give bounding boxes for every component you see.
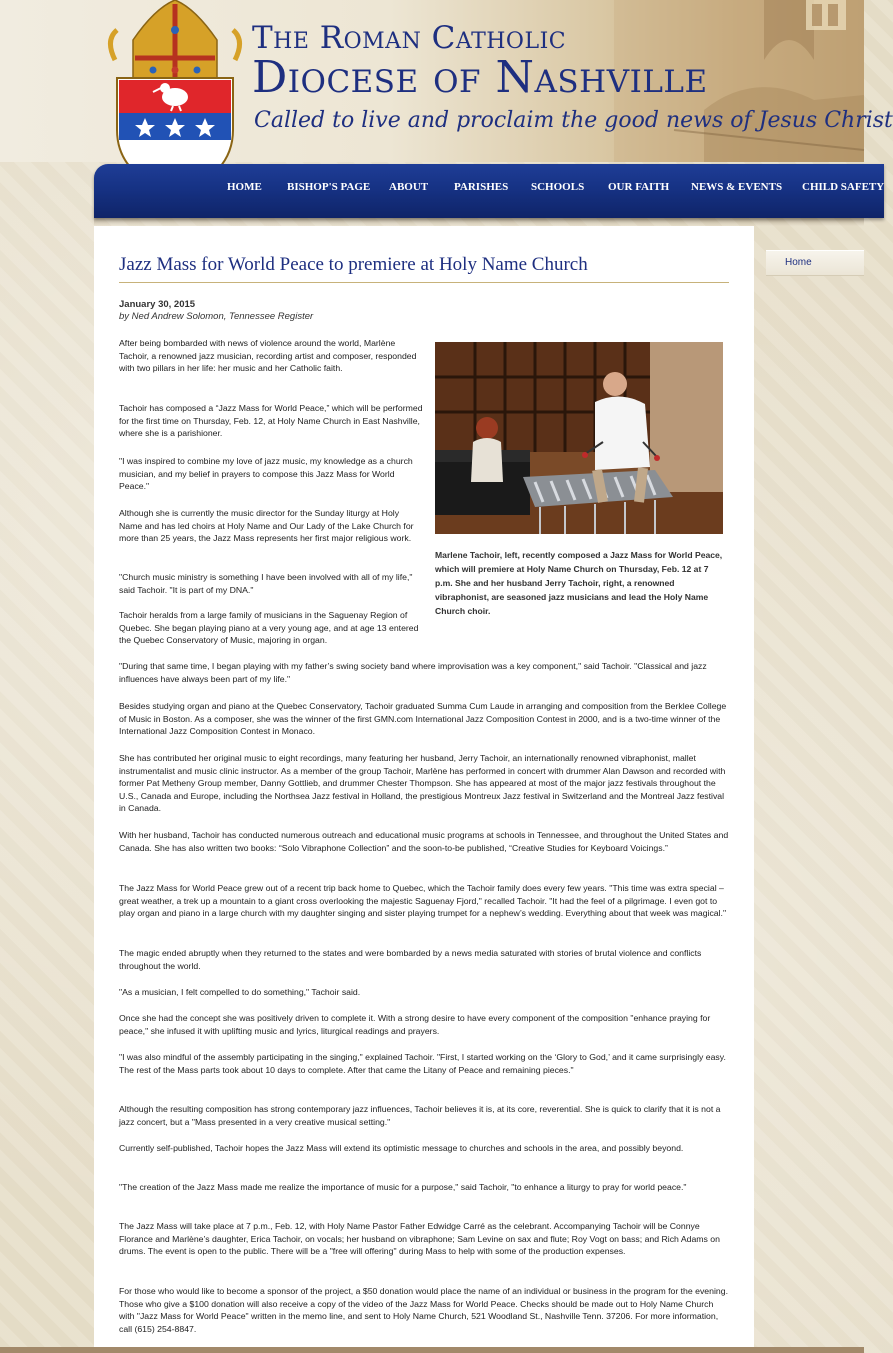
article-content (94, 226, 754, 1353)
nav-schools[interactable]: SCHOOLS (531, 181, 585, 193)
article-paragraph: "During that same time, I began playing with my father’s swing society band where improvisation was a key component," said Tachoir. "Classical and jazz influences have always been part of my life." (119, 661, 707, 684)
article-paragraph: With her husband, Tachoir has conducted numerous outreach and educational music programs at schools in Tennessee, and throughout the United States and Canada. She has also written two books: “Solo Vibraphone Collection” and the soon-to-be published, “Creative Studies for Keyboard Voicings.” (119, 830, 729, 853)
article-paragraph: "I was also mindful of the assembly participating in the singing," explained Tachoir. "First, I started working on the ‘Glory to God,’ and it came surprisingly easy. The rest of the Mass parts took about 10 days to complete. After that came the Litany of Peace and remaining pieces." (119, 1052, 726, 1075)
nav-about[interactable]: ABOUT (389, 181, 429, 193)
article-paragraph: After being bombarded with news of violence around the world, Marlène Tachoir, a renowned jazz musician, recording artist and composer, responded with two pillars in her life: her music and her Catholic faith. (119, 338, 417, 374)
article-paragraph: Although she is currently the music director for the Sunday liturgy at Holy Name and has led choirs at Holy Name and Our Lady of the Lake Church for more than 25 years, the Jazz Mass represents her first major religious work. (119, 508, 414, 544)
sidebar-menu (766, 250, 864, 276)
article-paragraph: Once she had the concept she was positively driven to complete it. With a strong desire to have every component of the composition "enhance praying for peace," she infused it with uplifting music and lyrics, liturgical readings and prayers. (119, 1013, 711, 1036)
article-paragraph: Tachoir has composed a “Jazz Mass for World Peace,” which will be performed for the first time on Thursday, Feb. 12, at Holy Name Church in East Nashville, where she is a parishioner. (119, 403, 423, 439)
nav-our-faith[interactable]: OUR FAITH (608, 181, 670, 193)
article-paragraph: She has contributed her original music to eight recordings, many featuring her husband, Jerry Tachoir, an internationally renowned vibraphonist, mallet instrumentalist and music clinic instructor. As a member of the group Tachoir, Marlène has performed in concert with drummer Alan Dawson and recorded with former Pat Metheny Group member, Danny Gottlieb, and drummer Chester Thompson. She has appeared at most of the major jazz festivals throughout the U.S., Canada and Europe, including the Northsea Jazz festival in Holland, the prestigious Montreux Jazz festival in Switzerland and the Montreal Jazz festival in Canada. (119, 753, 726, 814)
photo-caption: Marlene Tachoir, left, recently composed a Jazz Mass for World Peace, which will premiere at Holy Name Church on Thursday, Feb. 12 at 7 p.m. She and her husband Jerry Tachoir, right, a renowned vibraphonist, are seasoned jazz musicians and lead the Holy Name Church choir. (435, 550, 723, 616)
article-paragraph: "As a musician, I felt compelled to do something," Tachoir said. (119, 987, 361, 997)
article-date: January 30, 2015 (119, 299, 196, 310)
article-paragraph: Currently self-published, Tachoir hopes the Jazz Mass will extend its optimistic message to churches and schools in the area, and possibly beyond. (119, 1143, 684, 1153)
article-paragraph: The Jazz Mass for World Peace grew out of a recent trip back home to Quebec, which the Tachoir family does every few years. "This time was extra special – great weather, a trek up a mountain to a giant cross overlooking the majestic Saguenay Fjord," recalled Tachoir. "It had the feel of a pilgrimage. I even got to play organ and piano in a large church with my daughter singing and sister playing trumpet for a nephew’s wedding. Everything about that week was magical." (119, 883, 727, 919)
article-paragraph: "The creation of the Jazz Mass made me realize the importance of music for a purpose," said Tachoir, "to enhance a liturgy to pray for world peace." (119, 1182, 687, 1192)
article-photo (435, 342, 723, 534)
article-paragraph: "I was inspired to combine my love of jazz music, my knowledge as a church musician, and my belief in prayers to compose this Jazz Mass for World Peace." (119, 456, 413, 492)
site-tagline: Called to live and proclaim the good news of Jesus Christ (254, 108, 893, 133)
article-paragraph: Tachoir heralds from a large family of musicians in the Saguenay Region of Quebec. She began playing piano at a very young age, and at age 13 entered the Quebec Conservatory of Music, majoring in organ. (119, 610, 419, 646)
nav-shadow (94, 218, 864, 226)
main-navigation (94, 164, 884, 218)
nav-home[interactable]: HOME (227, 181, 262, 193)
article-title: Jazz Mass for World Peace to premiere at Holy Name Church (119, 254, 729, 283)
article-paragraph: For those who would like to become a sponsor of the project, a $50 donation would place the name of an individual or business in the program for the evening. Those who give a $100 donation will also receive a copy of the video of the Jazz Mass for World Peace. Checks should be made out to Holy Name Church with "Jazz Mass for World Peace" written in the memo line, and sent to Holy Name Church, 521 Woodland St., Nashville Tenn. 37206. For more information, call (615) 254-8847. (119, 1286, 728, 1334)
article-paragraph: Besides studying organ and piano at the Quebec Conservatory, Tachoir graduated Summa Cum Laude in arranging and composition from the Berklee College of Music in Boston. As a composer, she was the winner of the first GMN.com International Jazz Composition Contest in 2000, and is a two-time winner of the International Jazz Composition Contest in Monaco. (119, 701, 727, 737)
article-byline: by Ned Andrew Solomon, Tennessee Register (119, 311, 314, 322)
article-paragraph: Although the resulting composition has strong contemporary jazz influences, Tachoir believes it is, at its core, reverential. She is quick to clarify that it is not a jazz concert, but a "Mass presented in a very creative musical setting." (119, 1104, 721, 1127)
nav-child-safety[interactable]: CHILD SAFETY (802, 181, 885, 193)
article-paragraph: The magic ended abruptly when they returned to the states and were bombarded by a news media saturated with stories of brutal violence and conflicts throughout the world. (119, 948, 702, 971)
article-paragraph: "Church music ministry is something I have been involved with all of my life," said Tachoir. "It is part of my DNA." (119, 572, 413, 595)
musicians-photo-image (435, 342, 723, 534)
site-title-line2: Diocese of Nashville (252, 52, 708, 103)
nav-parishes[interactable]: PARISHES (454, 181, 509, 193)
nav-news-events[interactable]: NEWS & EVENTS (691, 181, 783, 193)
footer-strip (0, 1347, 864, 1353)
nav-bishops-page[interactable]: BISHOP'S PAGE (287, 181, 371, 193)
sidebar-item-home[interactable]: Home (785, 257, 812, 268)
article-paragraph: The Jazz Mass will take place at 7 p.m., Feb. 12, with Holy Name Pastor Father Edwidge Carré as the celebrant. Accompanying Tachoir will be Connye Florance and Marlène’s daughter, Erica Tachoir, on vocals; her husband on vibraphone; Sam Levine on sax and flute; Roy Vogt on bass; and Rich Adams on drums. The event is open to the public. There will be a "free will offering" during Mass to help with some of the production expenses. (119, 1221, 720, 1257)
site-title-line1: The Roman Catholic (252, 20, 567, 56)
site-header (0, 0, 893, 162)
